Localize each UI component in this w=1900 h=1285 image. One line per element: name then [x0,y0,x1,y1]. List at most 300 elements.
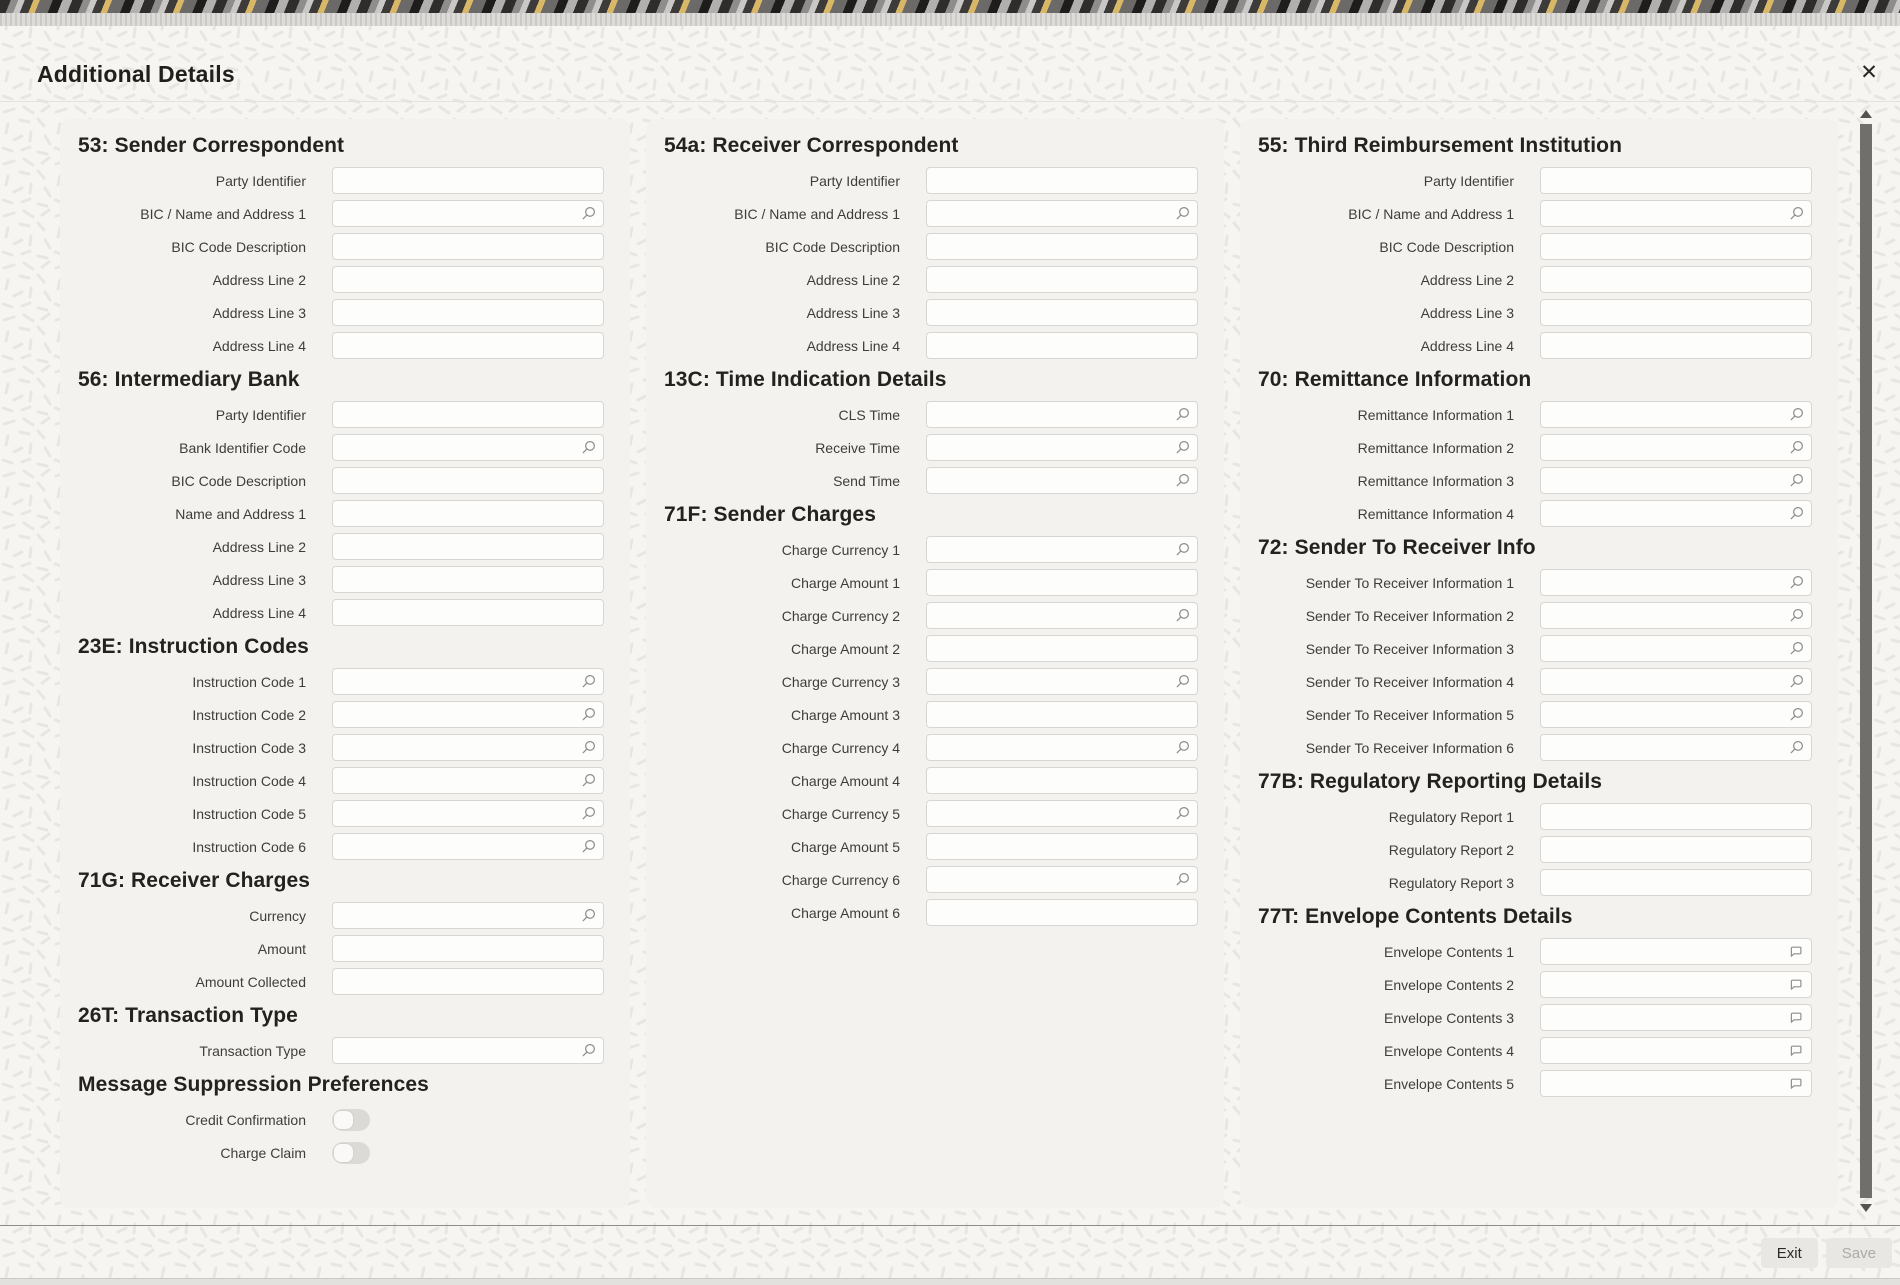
form-row [664,767,1198,794]
bic-name-and-address-1-label: BIC / Name and Address 1 [140,205,306,222]
instruction-code-6-input[interactable] [333,834,603,859]
envelope-contents-2-field [1540,971,1812,998]
search-icon[interactable] [1174,406,1191,423]
charge-amount-2-input[interactable] [927,636,1197,661]
section-title-77t-envelope-contents-details: 77T: Envelope Contents Details [1258,905,1573,928]
charge-currency-4-field [926,734,1198,761]
address-line-4-field [926,332,1198,359]
charge-amount-5-field [926,833,1198,860]
cls-time-input[interactable] [927,402,1197,427]
address-line-4-input[interactable] [1541,333,1811,358]
regulatory-report-1-label: Regulatory Report 1 [1388,808,1514,825]
bic-code-description-field [926,233,1198,260]
search-icon[interactable] [1174,205,1191,222]
form-row [1258,233,1812,260]
party-identifier-label: Party Identifier [809,172,900,189]
charge-currency-4-input[interactable] [927,735,1197,760]
bank-identifier-code-label: Bank Identifier Code [179,439,306,456]
address-line-2-input[interactable] [927,267,1197,292]
credit-confirmation-label: Credit Confirmation [185,1111,306,1128]
name-and-address-1-input[interactable] [333,501,603,526]
regulatory-report-1-field [1540,803,1812,830]
envelope-contents-4-label: Envelope Contents 4 [1384,1042,1514,1059]
charge-amount-1-label: Charge Amount 1 [791,574,900,591]
address-line-2-field [926,266,1198,293]
address-line-3-label: Address Line 3 [806,304,900,321]
instruction-code-2-field [332,701,604,728]
section-title-77b-regulatory-reporting-details: 77B: Regulatory Reporting Details [1258,770,1603,793]
form-row [664,434,1198,461]
search-icon[interactable] [580,838,597,855]
decorative-top-strip-light [0,13,1900,26]
charge-amount-1-input[interactable] [927,570,1197,595]
address-line-3-field [332,566,604,593]
charge-amount-3-input[interactable] [927,702,1197,727]
form-row [1258,1070,1812,1097]
form-row [78,200,604,227]
comment-bubble-icon[interactable] [1788,1075,1805,1092]
form-row [664,167,1198,194]
remittance-information-1-field [1540,401,1812,428]
amount-collected-label: Amount Collected [195,973,306,990]
party-identifier-input[interactable] [927,168,1197,193]
form-row [1258,434,1812,461]
form-row [1258,836,1812,863]
column-left [60,119,630,1208]
charge-amount-1-field [926,569,1198,596]
instruction-code-6-label: Instruction Code 6 [192,838,306,855]
sender-to-receiver-information-5-input[interactable] [1541,702,1811,727]
form-row [664,734,1198,761]
form-row [78,233,604,260]
instruction-code-5-label: Instruction Code 5 [192,805,306,822]
instruction-code-1-label: Instruction Code 1 [192,673,306,690]
sender-to-receiver-information-5-field [1540,701,1812,728]
charge-amount-6-field [926,899,1198,926]
currency-field [332,902,604,929]
bic-name-and-address-1-field [926,200,1198,227]
form-row [1258,938,1812,965]
bic-name-and-address-1-input[interactable] [1541,201,1811,226]
bank-identifier-code-field [332,434,604,461]
sender-to-receiver-information-4-field [1540,668,1812,695]
address-line-2-label: Address Line 2 [212,271,306,288]
cls-time-label: CLS Time [838,406,900,423]
sender-to-receiver-information-5-label: Sender To Receiver Information 5 [1305,706,1514,723]
form-row [664,233,1198,260]
address-line-4-input[interactable] [333,600,603,625]
instruction-code-1-field [332,668,604,695]
search-icon[interactable] [1174,541,1191,558]
search-icon[interactable] [1788,574,1805,591]
toggle-knob [334,1111,353,1129]
charge-currency-6-field [926,866,1198,893]
amount-collected-input[interactable] [333,969,603,994]
form-row [1258,602,1812,629]
bic-code-description-label: BIC Code Description [765,238,900,255]
charge-currency-2-input[interactable] [927,603,1197,628]
charge-amount-4-input[interactable] [927,768,1197,793]
sender-to-receiver-information-4-input[interactable] [1541,669,1811,694]
form-row [1258,167,1812,194]
panels [60,119,1838,1208]
search-icon[interactable] [1174,805,1191,822]
search-icon[interactable] [1788,505,1805,522]
amount-label: Amount [257,940,306,957]
regulatory-report-2-label: Regulatory Report 2 [1388,841,1514,858]
address-line-3-input[interactable] [1541,300,1811,325]
form-row [1258,401,1812,428]
search-icon[interactable] [580,907,597,924]
charge-currency-5-label: Charge Currency 5 [781,805,900,822]
instruction-code-4-field [332,767,604,794]
party-identifier-input[interactable] [333,402,603,427]
remittance-information-2-label: Remittance Information 2 [1357,439,1514,456]
remittance-information-1-label: Remittance Information 1 [1357,406,1514,423]
form-row [1258,635,1812,662]
address-line-3-input[interactable] [333,300,603,325]
sender-to-receiver-information-6-input[interactable] [1541,735,1811,760]
instruction-code-5-input[interactable] [333,801,603,826]
section-title-13c-time-indication-details: 13C: Time Indication Details [664,368,947,391]
vertical-scrollbar[interactable] [1859,110,1873,1212]
charge-amount-3-label: Charge Amount 3 [791,706,900,723]
credit-confirmation-toggle[interactable] [332,1109,370,1131]
form-row [664,602,1198,629]
form-row [1258,299,1812,326]
address-line-2-input[interactable] [333,534,603,559]
comment-bubble-icon[interactable] [1788,1042,1805,1059]
form-row [78,434,604,461]
address-line-4-input[interactable] [333,333,603,358]
form-row [1258,500,1812,527]
charge-currency-5-input[interactable] [927,801,1197,826]
form-row [78,701,604,728]
form-row [78,734,604,761]
sender-to-receiver-information-1-field [1540,569,1812,596]
form-row [1258,1004,1812,1031]
column-middle [646,119,1224,1208]
envelope-contents-4-input[interactable] [1541,1038,1811,1063]
search-icon[interactable] [1788,205,1805,222]
party-identifier-input[interactable] [333,168,603,193]
section-title-56-intermediary-bank: 56: Intermediary Bank [78,368,300,391]
search-icon[interactable] [1788,406,1805,423]
comment-bubble-icon[interactable] [1788,976,1805,993]
address-line-3-label: Address Line 3 [212,304,306,321]
address-line-4-input[interactable] [927,333,1197,358]
form-row [1258,200,1812,227]
search-icon[interactable] [1788,607,1805,624]
sender-to-receiver-information-3-field [1540,635,1812,662]
envelope-contents-2-input[interactable] [1541,972,1811,997]
sender-to-receiver-information-1-label: Sender To Receiver Information 1 [1305,574,1514,591]
footer [1761,1238,1892,1268]
search-icon[interactable] [1174,607,1191,624]
address-line-3-label: Address Line 3 [1420,304,1514,321]
form-row [1258,668,1812,695]
scrollbar-thumb[interactable] [1860,124,1872,1198]
form-row [78,566,604,593]
bic-code-description-input[interactable] [927,234,1197,259]
address-line-4-field [332,599,604,626]
transaction-type-field [332,1037,604,1064]
charge-amount-2-field [926,635,1198,662]
instruction-code-2-input[interactable] [333,702,603,727]
charge-amount-5-input[interactable] [927,834,1197,859]
instruction-code-3-input[interactable] [333,735,603,760]
search-icon[interactable] [1174,439,1191,456]
sender-to-receiver-information-3-input[interactable] [1541,636,1811,661]
form-row [78,332,604,359]
form-row [78,935,604,962]
address-line-4-label: Address Line 4 [212,337,306,354]
charge-amount-6-input[interactable] [927,900,1197,925]
form-row [78,668,604,695]
envelope-contents-5-field [1540,1070,1812,1097]
search-icon[interactable] [1174,472,1191,489]
address-line-3-label: Address Line 3 [212,571,306,588]
charge-currency-1-input[interactable] [927,537,1197,562]
form-row [664,401,1198,428]
charge-currency-2-field [926,602,1198,629]
regulatory-report-3-label: Regulatory Report 3 [1388,874,1514,891]
bic-name-and-address-1-input[interactable] [927,201,1197,226]
sender-to-receiver-information-2-field [1540,602,1812,629]
address-line-2-input[interactable] [1541,267,1811,292]
form-row [78,533,604,560]
search-icon[interactable] [1788,640,1805,657]
charge-currency-3-label: Charge Currency 3 [781,673,900,690]
address-line-2-label: Address Line 2 [212,538,306,555]
form-row [1258,734,1812,761]
envelope-contents-5-input[interactable] [1541,1071,1811,1096]
remittance-information-2-field [1540,434,1812,461]
form-row [664,200,1198,227]
form-row [664,800,1198,827]
bic-code-description-input[interactable] [1541,234,1811,259]
remittance-information-2-input[interactable] [1541,435,1811,460]
form-row [1258,869,1812,896]
search-icon[interactable] [1788,673,1805,690]
remittance-information-1-input[interactable] [1541,402,1811,427]
section-title-26t-transaction-type: 26T: Transaction Type [78,1004,298,1027]
section-title-message-suppression-preferences: Message Suppression Preferences [78,1073,429,1096]
currency-label: Currency [249,907,306,924]
charge-amount-3-field [926,701,1198,728]
bank-identifier-code-input[interactable] [333,435,603,460]
envelope-contents-2-label: Envelope Contents 2 [1384,976,1514,993]
party-identifier-label: Party Identifier [215,172,306,189]
exit-button[interactable]: Exit [1761,1238,1818,1268]
address-line-3-field [926,299,1198,326]
section-title-53-sender-correspondent: 53: Sender Correspondent [78,134,345,157]
instruction-code-1-input[interactable] [333,669,603,694]
address-line-3-field [1540,299,1812,326]
search-icon[interactable] [1174,739,1191,756]
scroll-up-arrow-icon[interactable] [1860,110,1872,118]
search-icon[interactable] [580,739,597,756]
form-row [78,800,604,827]
search-icon[interactable] [580,706,597,723]
search-icon[interactable] [580,439,597,456]
regulatory-report-3-field [1540,869,1812,896]
charge-currency-2-label: Charge Currency 2 [781,607,900,624]
receive-time-input[interactable] [927,435,1197,460]
search-icon[interactable] [1788,706,1805,723]
comment-bubble-icon[interactable] [1788,1009,1805,1026]
bic-code-description-input[interactable] [333,468,603,493]
send-time-label: Send Time [833,472,900,489]
sender-to-receiver-information-4-label: Sender To Receiver Information 4 [1305,673,1514,690]
form-row [78,833,604,860]
section-title-71g-receiver-charges: 71G: Receiver Charges [78,869,311,892]
search-icon[interactable] [580,673,597,690]
address-line-4-label: Address Line 4 [1420,337,1514,354]
form-row [78,1139,604,1166]
search-icon[interactable] [580,205,597,222]
form-row [1258,803,1812,830]
envelope-contents-5-label: Envelope Contents 5 [1384,1075,1514,1092]
charge-currency-3-input[interactable] [927,669,1197,694]
name-and-address-1-label: Name and Address 1 [175,505,306,522]
form-row [1258,332,1812,359]
search-icon[interactable] [1174,673,1191,690]
bic-code-description-label: BIC Code Description [171,238,306,255]
name-and-address-1-field [332,500,604,527]
sender-to-receiver-information-2-input[interactable] [1541,603,1811,628]
instruction-code-5-field [332,800,604,827]
form-row [78,767,604,794]
address-line-4-label: Address Line 4 [212,604,306,621]
form-row [78,968,604,995]
transaction-type-label: Transaction Type [199,1042,306,1059]
bic-name-and-address-1-input[interactable] [333,201,603,226]
envelope-contents-3-input[interactable] [1541,1005,1811,1030]
form-row [1258,701,1812,728]
bic-name-and-address-1-field [332,200,604,227]
form-row [1258,1037,1812,1064]
charge-currency-1-field [926,536,1198,563]
address-line-2-input[interactable] [333,267,603,292]
form-row [1258,467,1812,494]
transaction-type-input[interactable] [333,1038,603,1063]
instruction-code-6-field [332,833,604,860]
regulatory-report-3-input[interactable] [1541,870,1811,895]
bic-code-description-field [332,233,604,260]
close-icon[interactable]: ✕ [1854,58,1884,88]
section-title-23e-instruction-codes: 23E: Instruction Codes [78,635,309,658]
envelope-contents-3-field [1540,1004,1812,1031]
form-row [78,266,604,293]
form-row [664,569,1198,596]
bic-name-and-address-1-label: BIC / Name and Address 1 [1348,205,1514,222]
search-icon[interactable] [1788,739,1805,756]
sender-to-receiver-information-6-field [1540,734,1812,761]
charge-currency-5-field [926,800,1198,827]
sender-to-receiver-information-6-label: Sender To Receiver Information 6 [1305,739,1514,756]
receive-time-field [926,434,1198,461]
charge-currency-6-input[interactable] [927,867,1197,892]
address-line-4-field [332,332,604,359]
section-title-72-sender-to-receiver-info: 72: Sender To Receiver Info [1258,536,1536,559]
sender-to-receiver-information-2-label: Sender To Receiver Information 2 [1305,607,1514,624]
party-identifier-input[interactable] [1541,168,1811,193]
currency-input[interactable] [333,903,603,928]
form-row [664,332,1198,359]
form-row [664,701,1198,728]
bic-name-and-address-1-field [1540,200,1812,227]
party-identifier-field [332,401,604,428]
remittance-information-3-input[interactable] [1541,468,1811,493]
envelope-contents-1-label: Envelope Contents 1 [1384,943,1514,960]
address-line-3-field [332,299,604,326]
regulatory-report-2-field [1540,836,1812,863]
address-line-3-input[interactable] [333,567,603,592]
form-row [664,299,1198,326]
form-row [78,299,604,326]
sender-to-receiver-information-1-input[interactable] [1541,570,1811,595]
instruction-code-4-input[interactable] [333,768,603,793]
form-row [664,899,1198,926]
address-line-4-label: Address Line 4 [806,337,900,354]
search-icon[interactable] [1788,472,1805,489]
charge-amount-2-label: Charge Amount 2 [791,640,900,657]
form-row [78,167,604,194]
charge-claim-toggle[interactable] [332,1142,370,1164]
form-row [78,467,604,494]
remittance-information-3-label: Remittance Information 3 [1357,472,1514,489]
save-button[interactable]: Save [1826,1238,1892,1268]
search-icon[interactable] [1788,439,1805,456]
address-line-2-label: Address Line 2 [1420,271,1514,288]
section-title-71f-sender-charges: 71F: Sender Charges [664,503,876,526]
regulatory-report-1-input[interactable] [1541,804,1811,829]
header-divider [0,101,1900,102]
envelope-contents-1-input[interactable] [1541,939,1811,964]
form-row [1258,569,1812,596]
address-line-3-input[interactable] [927,300,1197,325]
search-icon[interactable] [1174,871,1191,888]
search-icon[interactable] [580,805,597,822]
column-right [1240,119,1838,1208]
receive-time-label: Receive Time [815,439,900,456]
charge-currency-6-label: Charge Currency 6 [781,871,900,888]
instruction-code-3-field [332,734,604,761]
remittance-information-4-input[interactable] [1541,501,1811,526]
party-identifier-field [332,167,604,194]
address-line-2-field [332,533,604,560]
bic-code-description-input[interactable] [333,234,603,259]
section-title-55-third-reimbursement-institution: 55: Third Reimbursement Institution [1258,134,1623,157]
search-icon[interactable] [580,1042,597,1059]
form-row [664,536,1198,563]
form-row [78,500,604,527]
charge-currency-3-field [926,668,1198,695]
charge-currency-4-label: Charge Currency 4 [781,739,900,756]
regulatory-report-2-input[interactable] [1541,837,1811,862]
address-line-2-label: Address Line 2 [806,271,900,288]
comment-bubble-icon[interactable] [1788,943,1805,960]
envelope-contents-4-field [1540,1037,1812,1064]
scroll-down-arrow-icon[interactable] [1860,1204,1872,1212]
form-row [664,467,1198,494]
sender-to-receiver-information-3-label: Sender To Receiver Information 3 [1305,640,1514,657]
send-time-input[interactable] [927,468,1197,493]
instruction-code-2-label: Instruction Code 2 [192,706,306,723]
amount-input[interactable] [333,936,603,961]
search-icon[interactable] [580,772,597,789]
